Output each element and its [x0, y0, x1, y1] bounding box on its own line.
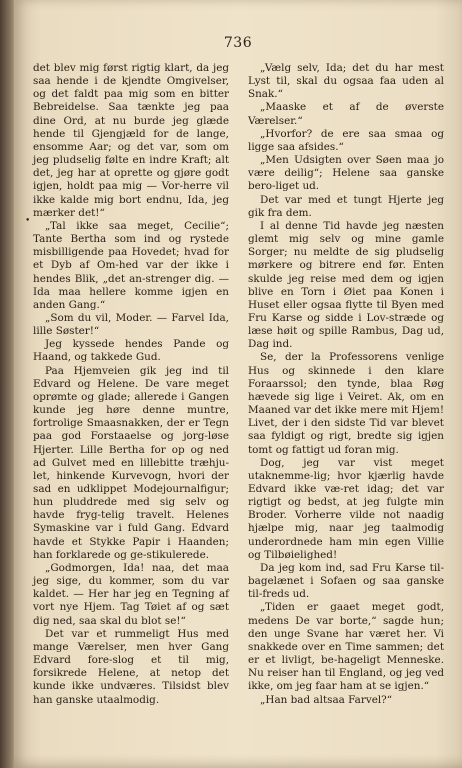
- paragraph: Se, der la Professorens venlige Hus og skinnede i den klare Foraarssol; den tynde, blaa Røg hævede sig lige i Veiret. Ak, om en Maaned var det ikke mere mit Hjem! Livet, der i den sidste Tid var blevet saa fyldigt og rigt, bredte sig igjen tomt og fattigt ud foran mig.: [248, 351, 444, 456]
- right-column: [248, 62, 444, 707]
- paragraph: Jeg kyssede hendes Pande og Haand, og takkede Gud.: [33, 338, 229, 364]
- page-number: 736: [223, 35, 253, 51]
- paragraph: Dog, jeg var vist meget utaknemme-lig; hvor kjærlig havde Edvard ikke væ-ret idag; det var rigtigt og bedst, at jeg fulgte min Broder. Vorherre vilde not naadig hjælpe mig, naar jeg taalmodig underordnede ham min egen Villie og Tilbøielighed!: [248, 456, 444, 561]
- paragraph: „Han bad altsaa Farvel?“: [260, 693, 393, 706]
- text-columns: [33, 62, 444, 707]
- paragraph: „Men Udsigten over Søen maa jo være deilig“; Helene saa ganske bero-liget ud.: [248, 154, 444, 193]
- page-bottom-shade: [14, 754, 462, 768]
- paragraph: „Godmorgen, Ida! naa, det maa jeg sige, du kommer, som du var kaldet. — Her har jeg en Tegning af vort nye Hjem. Tag Tøiet af og sæt dig ned, saa skal du blot se!“: [33, 561, 229, 627]
- paragraph: Det var et rummeligt Hus med mange Værelser, men hver Gang Edvard fore-slog et til mig, forsikrede Helene, at netop det kunde ikke undværes. Tilsidst blev han ganske utaalmodig.: [33, 627, 229, 706]
- paragraph: Paa Hjemveien gik jeg ind til Edvard og Helene. De vare meget oprømte og glade; allerede i Gangen kunde jeg høre denne muntre, fortrolige Smaasnakken, der er Tegn paa god Forstaaelse og jorg-løse Hjerter. Lille Bertha for op og ned ad Gulvet med en lillebitte træhju-let, hinkende Kurvevogn, hvori der sad en udklippet Modejournalfigur; hun pluddrede med sig selv og havde fryg-telig travelt. Helenes Symaskine var i fuld Gang. Edvard havde et Stykke Papir i Haanden; han forklarede og ge-stikulerede.: [33, 364, 229, 561]
- left-column: [33, 62, 229, 707]
- paragraph: I al denne Tid havde jeg næsten glemt mig selv og mine gamle Sorger; nu meldte de sig pludselig mørkere og bitrere end før. Enten skulde jeg reise med dem og igjen blive en Torn i Øiet paa Konen i Huset eller ogsaa flytte til Byen med Fru Karse og sidde i Lov-stræde og læse høit og spille Rambus, Dag ud, Dag ind.: [248, 219, 444, 351]
- paragraph: „Tal ikke saa meget, Cecilie“; Tante Bertha som ind og rystede misbilligende paa Hovedet; hvad for et Dyb af Om-hed var der ikke i hendes Blik, „det an-strenger dig. — Ida maa hellere komme igjen en anden Gang.“: [33, 219, 229, 311]
- book-page: [14, 0, 462, 768]
- paragraph: det blev mig først rigtig klart, da jeg saa hende i de kjendte Omgivelser, og det faldt paa mig som en bitter Bebreidelse. Saa tænkte jeg paa dine Ord, at nu burde jeg glæde hende til Gjengjæld for de lange, ensomme Aar; og det var, som om jeg pludselig følte en indre Kraft; alt det, jeg har at oprette og gjøre godt igjen, holdt paa mig — Vor-herre vil ikke kalde mig bort endnu, Ida, jeg mærker det!“: [33, 62, 229, 219]
- paragraph: „Maaske et af de øverste Værelser.“: [248, 101, 444, 127]
- paragraph: „Vælg selv, Ida; det du har mest Lyst til, skal du ogsaa faa uden al Snak.“: [248, 62, 444, 101]
- paragraph: „Som du vil, Moder. — Farvel Ida, lille Søster!“: [33, 311, 229, 338]
- paragraph: „Hvorfor? de ere saa smaa og ligge saa afsides.“: [248, 127, 444, 153]
- margin-mark: •: [25, 216, 31, 226]
- paragraph: „Tiden er gaaet meget godt, medens De var borte,“ sagde hun; den unge Svane har været her. Vi snakkede over en Time sammen; det er et livligt, be-hageligt Menneske. Nu reiser han til England, og jeg ved ikke, om jeg faar ham at se igjen.“: [248, 601, 444, 693]
- paragraph: Da jeg kom ind, sad Fru Karse til-bagelænet i Sofaen og saa ganske til-freds ud.: [248, 561, 444, 601]
- paragraph: Det var med et tungt Hjerte jeg gik fra dem.: [248, 193, 444, 219]
